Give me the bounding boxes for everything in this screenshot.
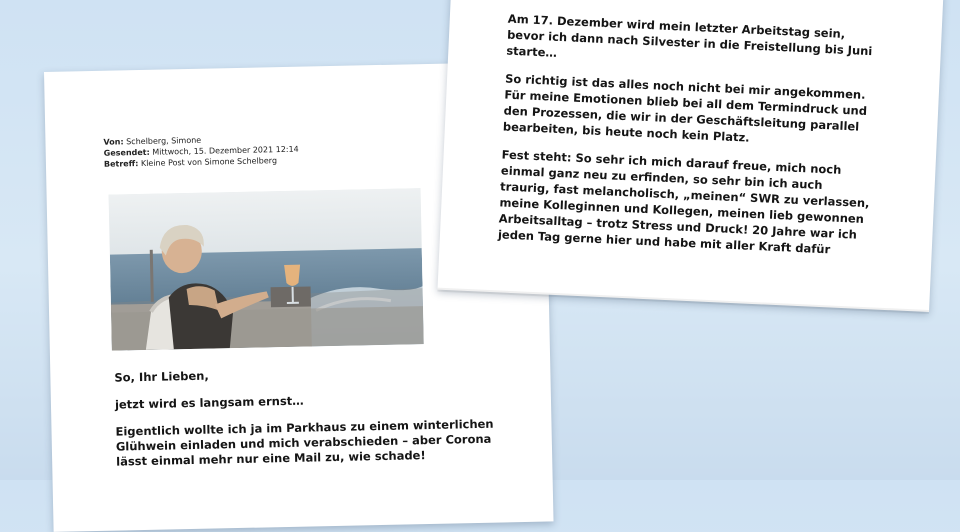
- letter-paragraph-2: So richtig ist das alles noch nicht bei mir angekommen. Für meine Emotionen blieb bei all dem Termindruck und den Prozessen, die wir in der Geschäftsleitung parallel bearbeiten, bis heute noch kein Platz.: [502, 71, 868, 145]
- email-header: [103, 133, 299, 170]
- woman-by-sea-photo: [109, 188, 424, 350]
- email-from-label: Von:: [103, 137, 124, 147]
- letter-paragraph-3: Fest steht: So sehr ich mich darauf freue, mich noch einmal ganz neu zu erfinden, so sehr bin ich auch traurig, fast melancholisch, „meinen“ SWR zu verlassen, meine Kolleginnen und Kollegen, meinen lieb gewonnen Arbeitsalltag – trotz Stress und Druck! 20 Jahre war ich jeden Tag gerne hier und habe mit aller Kraft dafür: [497, 147, 870, 257]
- email-sent-label: Gesendet:: [103, 147, 150, 158]
- greeting-line: So, Ihr Lieben,: [114, 368, 209, 385]
- photo-illustration: [109, 188, 424, 350]
- email-body: [114, 362, 516, 481]
- email-subject-value: Kleine Post von Simone Schelberg: [140, 156, 278, 168]
- body-paragraph-1: jetzt wird es langsam ernst…: [114, 393, 304, 412]
- email-subject-label: Betreff:: [103, 159, 139, 169]
- printed-letter-page: [437, 0, 943, 312]
- email-sent-value: Mittwoch, 15. Dezember 2021 12:14: [152, 144, 299, 157]
- email-from-value: Schelberg, Simone: [126, 135, 202, 147]
- letter-paragraph-1: Am 17. Dezember wird mein letzter Arbeitstag sein, bevor ich dann nach Silvester in die Freistellung bis Juni starte…: [506, 11, 873, 60]
- body-paragraph-2: Eigentlich wollte ich ja im Parkhaus zu einem winterlichen Glühwein einladen und mich verabschieden – aber Corona lässt einmal mehr nur eine Mail zu, wie schade!: [115, 416, 494, 469]
- letter-body: [497, 11, 878, 272]
